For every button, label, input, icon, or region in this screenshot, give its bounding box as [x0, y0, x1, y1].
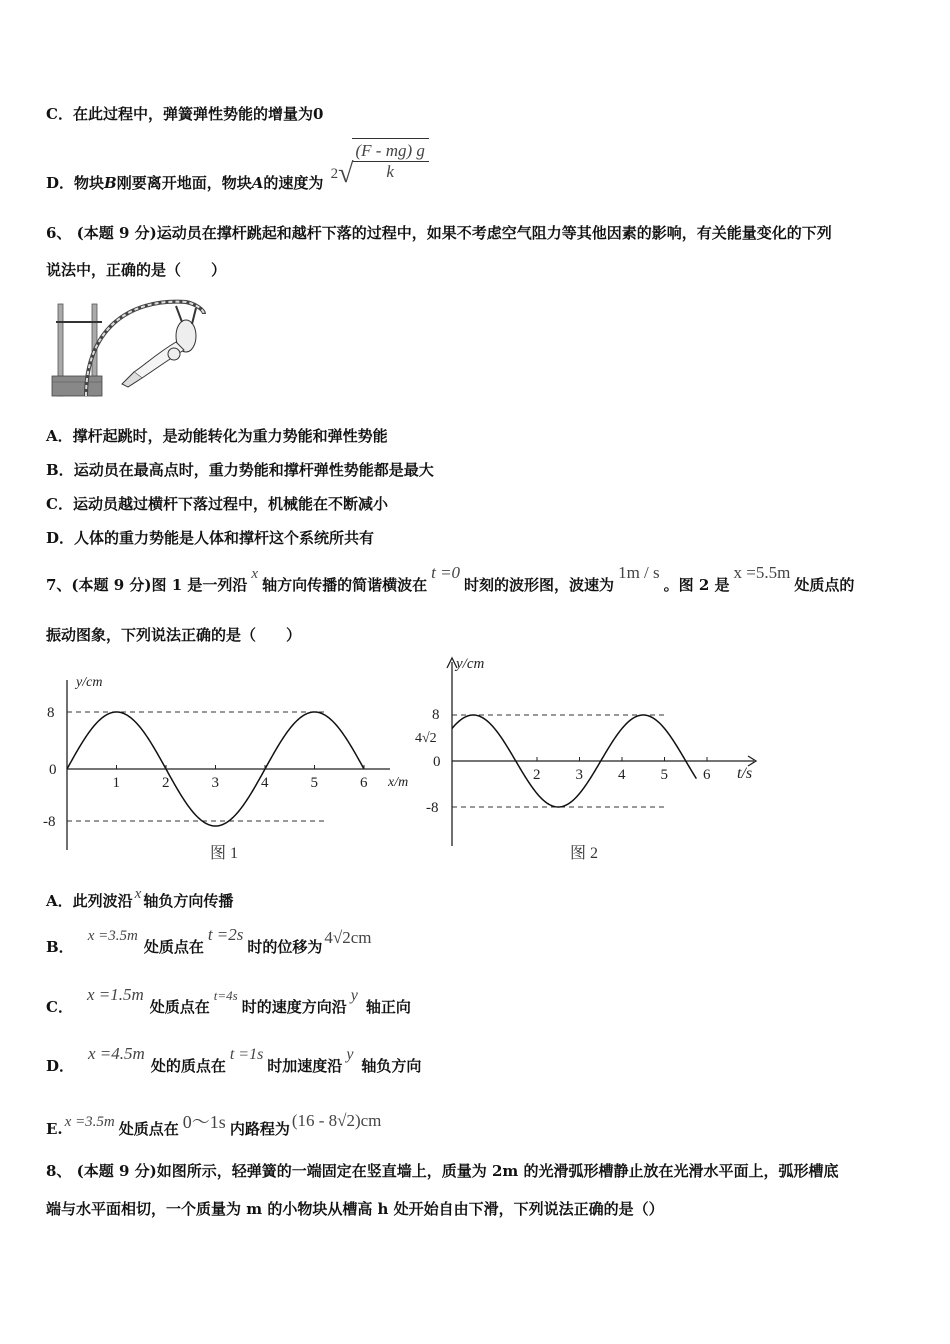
vibration-graph-figure-2: [412, 650, 782, 872]
fig1-xlabel: x/m: [388, 775, 409, 790]
fig2-ytick-4root2: 4√2: [415, 731, 437, 746]
pole-vault-illustration: [46, 292, 214, 400]
fig2-ytick-neg8: -8: [426, 800, 439, 816]
fig2-title: 图 2: [570, 845, 599, 862]
fig2-xtick-2: 2: [533, 767, 541, 783]
q5-option-c: C．在此过程中，弹簧弹性势能的增量为0: [46, 105, 324, 123]
q5-option-d: D．物块B刚要离开地面，物块A的速度为 2√ $\frac{(F - mg) g}{k}$: [46, 138, 429, 182]
fig1-title: 图 1: [210, 845, 239, 862]
q7-option-a: A．此列波沿 x 轴负方向传播: [46, 886, 234, 910]
sqrt-coefficient: 2: [330, 166, 339, 182]
q8-stem-line1: 8、 (本题 9 分)如图所示，轻弹簧的一端固定在竖直墙上，质量为 2m 的光滑弧形槽静止放在光滑水平面上，弧形槽底: [46, 1162, 839, 1180]
q6-option-a: A．撑杆起跳时，是动能转化为重力势能和弹性势能: [46, 427, 388, 445]
fig1-xtick-1: 1: [112, 775, 120, 791]
fig1-xtick-2: 2: [162, 775, 170, 791]
fig2-xtick-4: 4: [618, 767, 626, 783]
fig2-ytick-8: 8: [432, 707, 440, 723]
fig1-xtick-5: 5: [310, 775, 318, 791]
q7-option-d: D．x =4.5m处的质点在t =1s时加速度沿y轴负方向: [46, 1044, 422, 1075]
q7-option-c: C．x =1.5m处质点在t=4s时的速度方向沿y轴正向: [46, 985, 411, 1016]
fig1-xtick-4: 4: [261, 775, 269, 791]
fig1-ytick-neg8: -8: [43, 814, 56, 830]
fig2-xtick-6: 6: [703, 767, 711, 783]
q8-stem-line2: 端与水平面相切，一个质量为 m 的小物块从槽高 h 处开始自由下滑，下列说法正确的是（）: [46, 1200, 664, 1218]
q6-option-d: D．人体的重力势能是人体和撑杆这个系统所共有: [46, 529, 375, 547]
fig2-xtick-3: 3: [575, 767, 583, 783]
q6-option-b: B．运动员在最高点时，重力势能和撑杆弹性势能都是最大: [46, 461, 434, 479]
q6-stem-line2: 说法中，正确的是（ ）: [46, 261, 227, 279]
fig2-xtick-5: 5: [660, 767, 668, 783]
fig1-xtick-6: 6: [360, 775, 368, 791]
velocity-fraction: $\frac{(F - mg) g}{k}$: [352, 138, 429, 182]
fig2-xlabel: t/s: [737, 765, 753, 782]
fig2-ytick-0: 0: [433, 754, 441, 770]
q6-option-c: C．运动员越过横杆下落过程中，机械能在不断减小: [46, 495, 388, 513]
q7-stem-line2: 振动图象，下列说法正确的是（ ）: [46, 626, 302, 644]
q7-stem-line1: 7、(本题 9 分)图 1 是一列沿x轴方向传播的简谐横波在t =0时刻的波形图，波速为1m / s。图 2 是x =5.5m处质点的: [46, 563, 855, 594]
q7-option-e: E. x =3.5m 处质点在 0～1s 内路程为 (16 - 8√2)cm: [46, 1111, 382, 1138]
q6-stem-line1: 6、 (本题 9 分)运动员在撑杆跳起和越杆下落的过程中，如果不考虑空气阻力等其他因素的影响，有关能量变化的下列: [46, 224, 832, 242]
radical-sign: √: [338, 158, 354, 189]
fig1-ytick-0: 0: [49, 762, 57, 778]
fig1-ytick-8: 8: [47, 705, 55, 721]
wave-graph-figure-1: [36, 668, 420, 868]
fig1-ylabel: y/cm: [76, 675, 103, 690]
fig1-xtick-3: 3: [211, 775, 219, 791]
fig2-ylabel: y/cm: [456, 656, 485, 672]
q7-option-b: B．x =3.5m处质点在t =2s时的位移为 4√2cm: [46, 925, 372, 956]
